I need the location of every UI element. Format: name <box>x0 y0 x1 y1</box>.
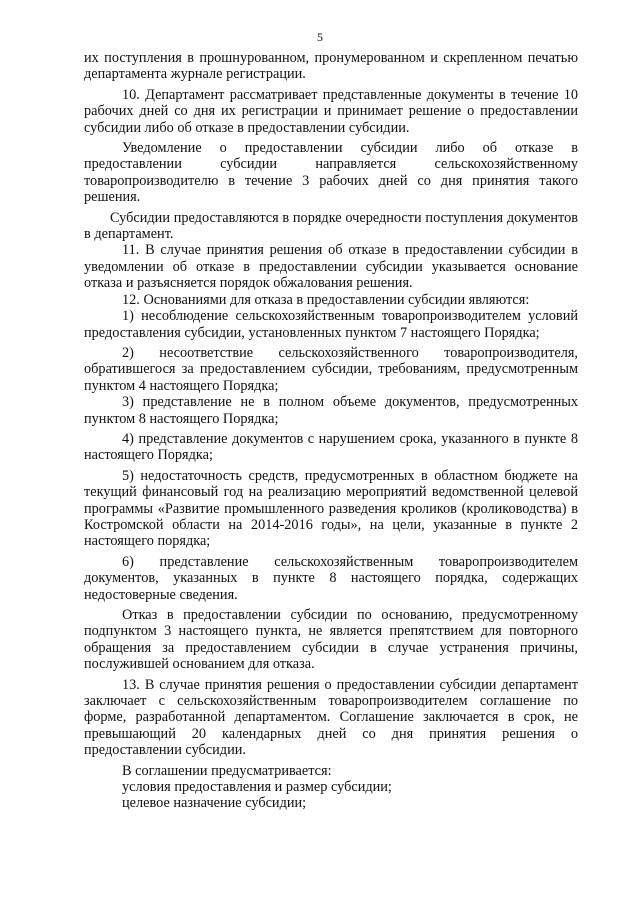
agreement-item-conditions: условия предоставления и размер субсидии; <box>122 779 392 796</box>
list-item-3: 3) представление не в полном объеме документов, предусмотренных пунктом 8 настоящего Порядка; <box>84 394 578 427</box>
document-body <box>84 50 578 812</box>
list-item-5: 5) недостаточность средств, предусмотренных в областном бюджете на текущий финансовый год на реализацию мероприятий ведомственной целевой программы «Развитие промышленного разведения кроликов (кролиководства) в Костромской области на 2014-2016 годы», на цели, указанные в пункте 2 настоящего порядка; <box>84 467 578 550</box>
page-number: 5 <box>317 30 323 44</box>
paragraph-order: Субсидии предоставляются в порядке очередности поступления документов в департамент. <box>84 209 578 243</box>
list-item-4: 4) представление документов с нарушением срока, указанного в пункте 8 настоящего Порядка; <box>84 430 578 464</box>
paragraph-item-12: 12. Основаниями для отказа в предоставлении субсидии являются: <box>122 291 530 308</box>
list-item-1: 1) несоблюдение сельскохозяйственным товаропроизводителем условий предоставления субсидии, установленных пунктом 7 настоящего Порядка; <box>84 308 578 341</box>
list-item-2: 2) несоответствие сельскохозяйственного товаропроизводителя, обратившегося за предоставлением субсидии, требованиям, предусмотренным пунктом 4 настоящего Порядка; <box>84 344 578 394</box>
paragraph-item-13: 13. В случае принятия решения о предоставлении субсидии департамент заключает с сельскохозяйственным товаропроизводителем соглашение по форме, разработанной департаментом. Соглашение заключается в срок, не превышающий 20 календарных дней со дня принятия решения о предоставлении субсидии. <box>84 676 578 759</box>
paragraph-continuation: их поступления в прошнурованном, пронумерованном и скрепленном печатью департамента журнале регистрации. <box>84 50 578 83</box>
agreement-item-purpose: целевое назначение субсидии; <box>122 795 307 812</box>
list-item-6: 6) представление сельскохозяйственным товаропроизводителем документов, указанных в пункте 8 настоящего порядка, содержащих недостоверные сведения. <box>84 553 578 603</box>
paragraph-agreement-intro: В соглашении предусматривается: <box>122 762 332 779</box>
paragraph-refusal-note: Отказ в предоставлении субсидии по основанию, предусмотренному подпунктом 3 настоящего пункта, не является препятствием для повторного обращения за предоставлением субсидии в случае устранения причины, послужившей основанием для отказа. <box>84 607 578 673</box>
paragraph-item-11: 11. В случае принятия решения об отказе в предоставлении субсидии в уведомлении об отказе в предоставлении субсидии указывается основание отказа и разъясняется порядок обжалования решения. <box>84 242 578 292</box>
paragraph-notification: Уведомление о предоставлении субсидии либо об отказе в предоставлении субсидии направляется сельскохозяйственному товаропроизводителю в течение 3 рабочих дней со дня принятия такого решения. <box>84 140 578 206</box>
paragraph-item-10: 10. Департамент рассматривает представленные документы в течение 10 рабочих дней со дня их регистрации и принимает решение о предоставлении субсидии либо об отказе в предоставлении субсидии. <box>84 86 578 136</box>
